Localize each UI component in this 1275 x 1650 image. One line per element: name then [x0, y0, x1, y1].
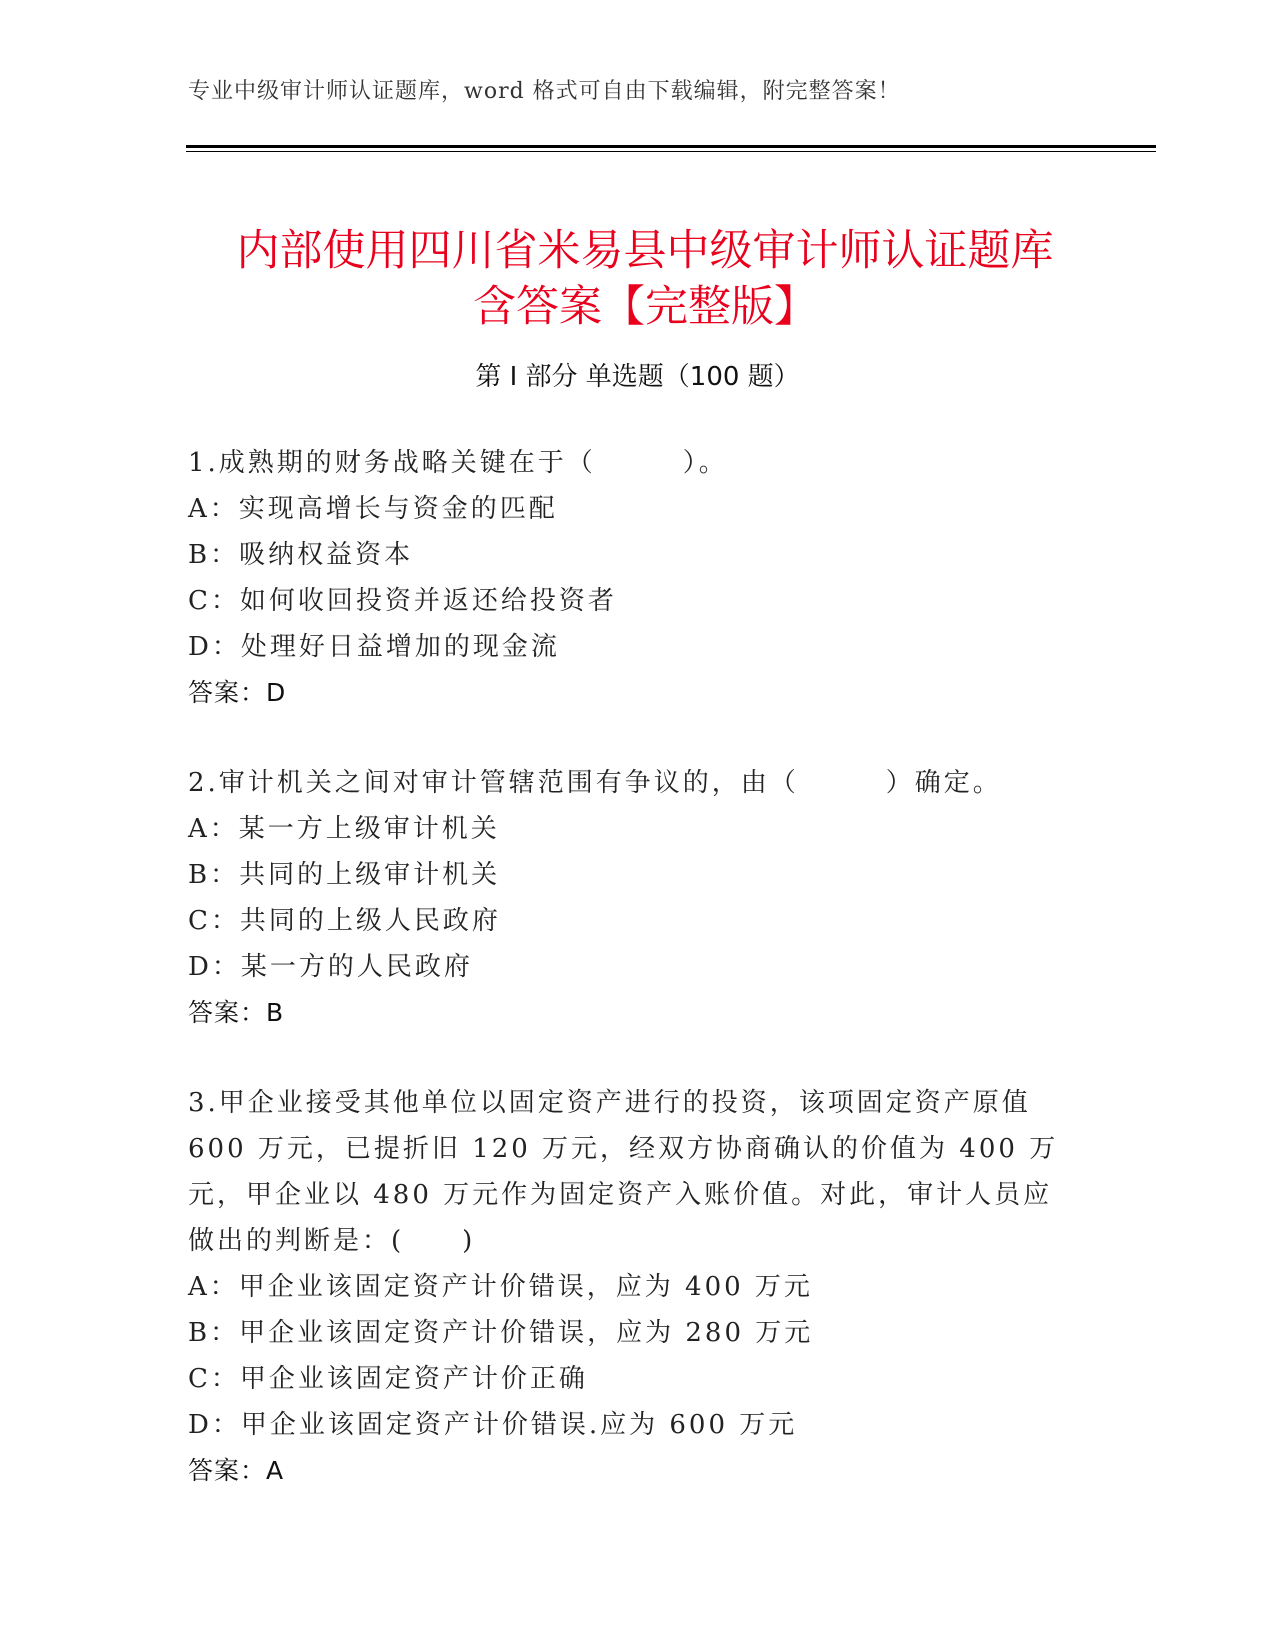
option-c: C：甲企业该固定资产计价正确	[188, 1364, 588, 1394]
header-note: 专业中级审计师认证题库，word 格式可自由下载编辑，附完整答案！	[188, 79, 901, 104]
question-3	[188, 1080, 1088, 1494]
header-rule-thin	[186, 151, 1156, 152]
answer-label: 答案：D	[188, 678, 287, 707]
option-d: D：甲企业该固定资产计价错误.应为 600 万元	[188, 1410, 798, 1440]
title-line-1: 内部使用四川省米易县中级审计师认证题库	[236, 225, 1054, 276]
option-c: C：如何收回投资并返还给投资者	[188, 586, 617, 616]
question-list	[188, 440, 1088, 1538]
question-1	[188, 440, 1088, 716]
header-rule-thick	[186, 145, 1156, 148]
question-stem: 1.成熟期的财务战略关键在于（ ）。	[188, 448, 728, 478]
document-title	[150, 223, 1140, 335]
option-b: B：共同的上级审计机关	[188, 860, 501, 890]
option-a: A：某一方上级审计机关	[188, 814, 500, 844]
section-heading: 第 I 部分 单选题（100 题）	[475, 362, 800, 392]
option-a: A：实现高增长与资金的匹配	[188, 494, 558, 524]
option-d: D：处理好日益增加的现金流	[188, 632, 560, 662]
answer-label: 答案：B	[188, 998, 285, 1027]
option-b: B：甲企业该固定资产计价错误，应为 280 万元	[188, 1318, 814, 1348]
option-b: B：吸纳权益资本	[188, 540, 414, 570]
option-d: D：某一方的人民政府	[188, 952, 473, 982]
option-a: A：甲企业该固定资产计价错误，应为 400 万元	[188, 1272, 813, 1302]
question-2	[188, 760, 1088, 1036]
question-stem: 2.审计机关之间对审计管辖范围有争议的，由（ ）确定。	[188, 768, 1002, 798]
question-stem: 3.甲企业接受其他单位以固定资产进行的投资，该项固定资产原值 600 万元，已提折旧 120 万元，经双方协商确认的价值为 400 万元，甲企业以 480 万元作为固定资产入账价值。对此，审计人员应做出的判断是：( )	[188, 1088, 1059, 1256]
title-line-2: 含答案【完整版】	[473, 281, 817, 332]
option-c: C：共同的上级人民政府	[188, 906, 501, 936]
answer-label: 答案：A	[188, 1456, 285, 1485]
